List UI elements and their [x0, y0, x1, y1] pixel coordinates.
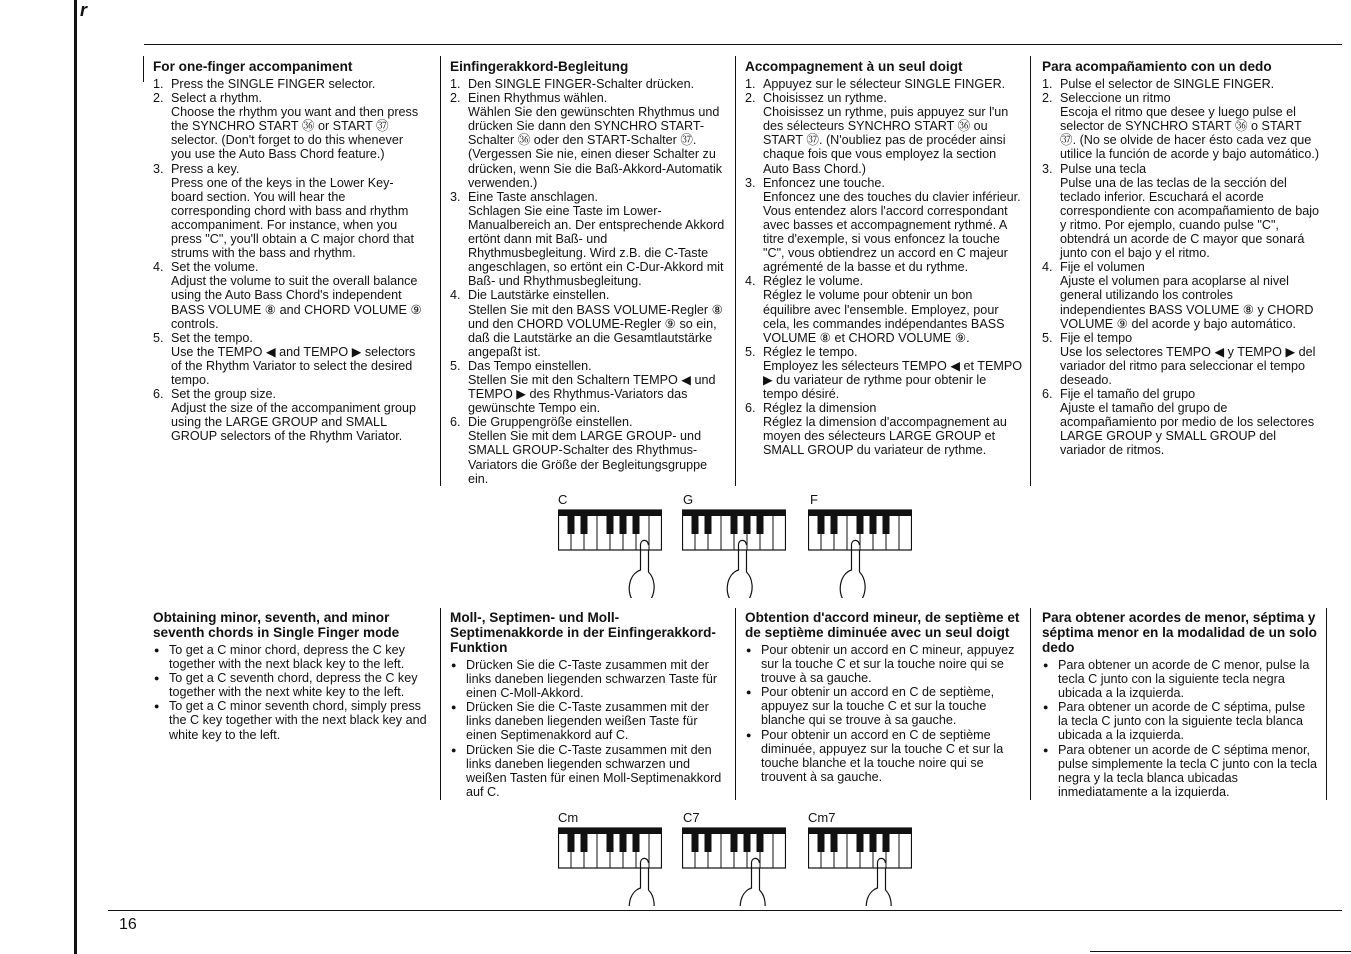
step-item: [153, 77, 423, 91]
step-item: [745, 345, 1023, 401]
page-number: 16: [119, 916, 137, 933]
black-key: [705, 510, 712, 534]
step-number: 1.: [1042, 77, 1053, 91]
keyboard-diagram-c7: [682, 826, 786, 906]
step-number: 1.: [450, 77, 461, 91]
step-item: [450, 91, 728, 190]
step-heading: Pulse una tecla: [1060, 161, 1147, 176]
step-number: 6.: [153, 387, 164, 402]
black-key: [731, 828, 738, 852]
section-minor-seventh-fr: [745, 610, 1021, 784]
step-heading: Seleccione un ritmo: [1060, 91, 1171, 106]
step-number: 6.: [745, 401, 756, 416]
black-key: [744, 510, 751, 534]
black-key: [731, 510, 738, 534]
step-item: [450, 359, 728, 415]
keyboard-diagram-c: [558, 508, 662, 598]
col-divider-3: [735, 56, 736, 486]
top-rule: [144, 44, 1342, 45]
col-divider-5: [440, 608, 441, 800]
step-number: 3.: [153, 161, 164, 176]
black-key: [883, 828, 890, 852]
section-minor-seventh-es: [1042, 610, 1318, 799]
step-body: Escoja el ritmo que desee y luego pulse el selector de SYNCHRO START ㊱ o START ㊲. (No se olvide de hacer ésto cada vez que utilice la función de acorde y bajo automático.): [1060, 105, 1320, 162]
section-minor-seventh-en: [153, 610, 431, 742]
col-divider-1: [143, 56, 144, 82]
keyboard-label-c7: C7: [683, 810, 700, 825]
keyboard-diagram-cm: [558, 826, 662, 906]
step-item: [153, 162, 423, 261]
black-key: [857, 510, 864, 534]
step-item: [745, 77, 1023, 91]
step-item: [1042, 387, 1320, 457]
step-heading: Choisissez un rythme.: [763, 91, 887, 106]
left-binding-rule: [74, 0, 77, 954]
step-number: 5.: [450, 358, 461, 373]
step-item: [1042, 260, 1320, 330]
black-key: [757, 828, 764, 852]
step-heading: Pulse el selector de SINGLE FINGER.: [1060, 77, 1275, 91]
step-heading: Set the tempo.: [171, 330, 253, 345]
bullet-item: ● To get a C minor chord, depress the C key together with the next black key to the left.: [153, 643, 431, 671]
step-heading: Fije el tempo: [1060, 330, 1133, 345]
section-one-finger-de: [450, 59, 728, 486]
keyboard-diagram-g: [682, 508, 786, 598]
keyboard-label-cm: Cm: [558, 810, 579, 825]
step-body: Adjust the size of the accompaniment group using the LARGE GROUP and SMALL GROUP selectors of the Rhythm Variator.: [171, 401, 417, 444]
section-one-finger-en: [153, 59, 423, 443]
step-item: [1042, 91, 1320, 161]
step-number: 2.: [1042, 91, 1053, 106]
step-body: Ajuste el tamaño del grupo de acompañamiento por medio de los selectores LARGE GROUP y SMALL GROUP del variador de ritmos.: [1060, 401, 1315, 458]
corner-mark: r: [80, 0, 88, 20]
hand-drawing: [840, 544, 865, 598]
step-item: [1042, 77, 1320, 91]
step-number: 4.: [153, 260, 164, 275]
bullet-item: ● Pour obtenir un accord en C de septième, appuyez sur la touche C et sur la touche blanche qui se trouve à sa gauche.: [745, 685, 1021, 727]
black-key: [818, 828, 825, 852]
step-number: 2.: [450, 91, 461, 106]
bullet-item: ● Drücken Sie die C-Taste zusammen mit der links daneben liegenden weißen Taste für einen Septimenakkord auf C.: [450, 700, 726, 742]
bullet-list: [1042, 658, 1318, 799]
step-number: 4.: [1042, 260, 1053, 275]
keyboard-label-c: C: [558, 492, 568, 507]
step-body: Stellen Sie mit dem LARGE GROUP- und SMALL GROUP-Schalter des Rhythmus-Variators die Größe der Begleitungsgruppe ein.: [468, 429, 708, 486]
section-title: Para acompañamiento con un dedo: [1042, 59, 1272, 74]
step-heading: Réglez la dimension: [763, 401, 877, 416]
step-item: [450, 77, 728, 91]
keyboard-label-g: G: [683, 492, 694, 507]
step-item: [745, 91, 1023, 176]
step-heading: Press the SINGLE FINGER selector.: [171, 77, 376, 91]
keyboard-label-f: F: [810, 492, 818, 507]
keyboard-label-cm7: Cm7: [808, 810, 836, 825]
black-key: [607, 510, 614, 534]
section-one-finger-es: [1042, 59, 1320, 458]
step-number: 3.: [450, 189, 461, 204]
step-heading: Fije el volumen: [1060, 260, 1145, 275]
black-key: [870, 510, 877, 534]
step-heading: Eine Taste anschlagen.: [468, 189, 598, 204]
black-key: [568, 510, 575, 534]
step-body: Pulse una de las teclas de la sección del teclado inferior. Escuchará el acorde correspondiente con acompañamiento de bajo y ritmo. Por ejemplo, cuando pulse "C", obtendrá un acorde de C mayor que sonará junto con el bajo y el ritmo.: [1060, 175, 1320, 261]
step-item: [450, 415, 728, 485]
black-key: [857, 828, 864, 852]
bullet-item: ● Pour obtenir un accord en C de septième diminuée, appuyez sur la touche C et sur la touche blanche et la touche noire qui se trouvent à sa gauche.: [745, 728, 1021, 784]
step-body: Schlagen Sie eine Taste im Lower-Manualbereich an. Der entsprechende Akkord ertönt dann mit Baß- und Rhythmusbegleitung. Wird z.B. die C-Taste angeschlagen, so ertönt ein C-Dur-Akkord mit Baß- und Rhythmusbegleitung.: [468, 203, 725, 289]
section-one-finger-fr: [745, 59, 1023, 458]
keyboard-diagram-f: [808, 508, 912, 598]
step-heading: Den SINGLE FINGER-Schalter drücken.: [468, 77, 695, 91]
step-number: 1.: [745, 77, 756, 91]
bullet-list: [745, 643, 1021, 784]
bottom-rule: [108, 910, 1342, 911]
bullet-item: ● To get a C minor seventh chord, simply press the C key together with the next black key and white key to the left.: [153, 699, 431, 741]
hand-drawing: [629, 544, 654, 598]
black-key: [620, 828, 627, 852]
step-body: Enfoncez une des touches du clavier inférieur. Vous entendez alors l'accord correspondant avec basses et accompagnement rythmé. A titre d'exemple, si vous enfoncez la touche "C", vous obtiendrez un accord en C majeur agrémenté de la basse et du rythme.: [763, 189, 1021, 275]
step-number: 6.: [1042, 387, 1053, 402]
step-body: Ajuste el volumen para acoplarse al nivel general utilizando los controles independientes BASS VOLUME ⑧ y CHORD VOLUME ⑨ del acorde y bajo automático.: [1060, 274, 1314, 331]
bullet-list: [450, 658, 726, 799]
step-heading: Press a key.: [171, 161, 240, 176]
col-divider-4: [1030, 56, 1031, 486]
step-body: Use los selectores TEMPO ◀ y TEMPO ▶ del variador del ritmo para seleccionar el tempo deseado.: [1060, 344, 1316, 387]
step-body: Adjust the volume to suit the overall balance using the Auto Bass Chord's independent BASS VOLUME ⑧ and CHORD VOLUME ⑨ controls.: [171, 274, 422, 331]
step-body: Stellen Sie mit den BASS VOLUME-Regler ⑧ und den CHORD VOLUME-Regler ⑨ so ein, daß die Lautstärke an die Gesamtlautstärke angepaßt ist.: [468, 302, 723, 359]
section-title: Para obtener acordes de menor, séptima y séptima menor en la modalidad de un solo dedo: [1042, 610, 1317, 655]
step-number: 2.: [745, 91, 756, 106]
col-divider-6: [735, 608, 736, 800]
black-key: [568, 828, 575, 852]
black-key: [692, 828, 699, 852]
step-body: Réglez le volume pour obtenir un bon équilibre avec l'ensemble. Employez, pour cela, les commandes indépendantes BASS VOLUME ⑧ et CHORD VOLUME ⑨.: [763, 288, 1005, 345]
bullet-item: ● Drücken Sie die C-Taste zusammen mit den links daneben liegenden schwarzen und weißen Tasten für einen Moll-Septimenakkord auf C.: [450, 743, 726, 799]
bullet-item: ● To get a C seventh chord, depress the C key together with the next white key to the left.: [153, 671, 431, 699]
step-body: Use the TEMPO ◀ and TEMPO ▶ selectors of the Rhythm Variator to select the desired tempo.: [171, 344, 416, 387]
black-key: [692, 510, 699, 534]
step-number: 5.: [153, 330, 164, 345]
col-divider-8: [1326, 608, 1327, 800]
steps-list: [1042, 77, 1320, 458]
bullet-item: ● Drücken Sie die C-Taste zusammen mit der links daneben liegenden schwarzen Taste für einen C-Moll-Akkord.: [450, 658, 726, 700]
bullet-item: ● Pour obtenir un accord en C mineur, appuyez sur la touche C et sur la touche noire qui se trouve à sa gauche.: [745, 643, 1021, 685]
step-item: [1042, 331, 1320, 387]
step-item: [153, 260, 423, 330]
step-number: 4.: [745, 274, 756, 289]
step-heading: Select a rhythm.: [171, 91, 262, 106]
bullet-item: ● Para obtener un acorde de C séptima, pulse la tecla C junto con la siguiente tecla blanca ubicada a la izquierda.: [1042, 700, 1318, 742]
step-body: Choose the rhythm you want and then press the SYNCHRO START ㊱ or START ㊲ selector. (Don't forget to do this whenever you use the Auto Bass Chord feature.): [171, 105, 419, 162]
section-title: Accompagnement à un seul doigt: [745, 59, 963, 74]
black-key: [744, 828, 751, 852]
step-body: Press one of the keys in the Lower Key-board section. You will hear the corresponding chord with bass and rhythm accompaniment. For instance, when you press "C", you'll obtain a C major chord that strums with the bass and rhythm.: [171, 175, 415, 261]
black-key: [757, 510, 764, 534]
step-heading: Set the group size.: [171, 387, 277, 402]
step-heading: Das Tempo einstellen.: [468, 358, 592, 373]
col-divider-2: [440, 56, 441, 486]
step-number: 1.: [153, 77, 164, 91]
steps-list: [153, 77, 423, 443]
step-heading: Réglez le volume.: [763, 274, 864, 289]
black-key: [633, 828, 640, 852]
black-key: [831, 828, 838, 852]
step-item: [450, 190, 728, 289]
step-item: [153, 91, 423, 161]
hand-drawing: [727, 544, 752, 598]
section-title: Moll-, Septimen- und Moll-Septimenakkorde in der Einfingerakkord-Funktion: [450, 610, 716, 655]
bullet-item: ● Para obtener un acorde de C menor, pulse la tecla C junto con la siguiente tecla negra ubicada a la izquierda.: [1042, 658, 1318, 700]
step-heading: Die Gruppengröße einstellen.: [468, 415, 633, 430]
bottom-edge-rule: [1090, 951, 1351, 952]
section-minor-seventh-de: [450, 610, 726, 799]
step-body: Réglez la dimension d'accompagnement au moyen des sélecteurs LARGE GROUP et SMALL GROUP du variateur de rythme.: [763, 415, 1007, 458]
step-heading: Die Lautstärke einstellen.: [468, 288, 610, 303]
black-key: [607, 828, 614, 852]
step-heading: Set the volume.: [171, 260, 259, 275]
step-heading: Réglez le tempo.: [763, 344, 858, 359]
section-title: Einfingerakkord-Begleitung: [450, 59, 629, 74]
step-item: [745, 274, 1023, 344]
step-item: [153, 331, 423, 387]
step-number: 3.: [1042, 161, 1053, 176]
step-body: Choisissez un rythme, puis appuyez sur l'un des sélecteurs SYNCHRO START ㊱ ou START ㊲. (N'oubliez pas de procéder ainsi chaque fois que vous employez la section Auto Bass Chord.): [763, 105, 1009, 176]
step-item: [153, 387, 423, 443]
step-number: 2.: [153, 91, 164, 106]
steps-list: [745, 77, 1023, 458]
step-item: [745, 176, 1023, 275]
step-item: [450, 288, 728, 358]
steps-list: [450, 77, 728, 486]
step-heading: Einen Rhythmus wählen.: [468, 91, 608, 106]
step-body: Employez les sélecteurs TEMPO ◀ et TEMPO ▶ du variateur de rythme pour obtenir le tempo désiré.: [763, 358, 1023, 402]
black-key: [870, 828, 877, 852]
black-key: [620, 510, 627, 534]
black-key: [633, 510, 640, 534]
black-key: [883, 510, 890, 534]
step-heading: Enfoncez une touche.: [763, 175, 885, 190]
step-number: 5.: [745, 344, 756, 359]
step-body: Wählen Sie den gewünschten Rhythmus und drücken Sie dann den SYNCHRO START-Schalter ㊱ oder den START-Schalter ㊲. (Vergessen Sie nie, einen dieser Schalter zu drücken, wenn Sie die Baß-Akkord-Automatik verwenden.): [468, 105, 723, 190]
step-number: 3.: [745, 175, 756, 190]
keyboard-diagram-cm7: [808, 826, 912, 906]
section-title: Obtaining minor, seventh, and minor seventh chords in Single Finger mode: [153, 610, 400, 640]
step-heading: Fije el tamaño del grupo: [1060, 387, 1196, 402]
section-title: Obtention d'accord mineur, de septième et de septième diminuée avec un seul doigt: [745, 610, 1020, 640]
step-number: 5.: [1042, 330, 1053, 345]
black-key: [705, 828, 712, 852]
black-key: [581, 828, 588, 852]
black-key: [581, 510, 588, 534]
step-number: 4.: [450, 288, 461, 303]
bullet-list: [153, 643, 431, 742]
black-key: [818, 510, 825, 534]
step-item: [745, 401, 1023, 457]
step-body: Stellen Sie mit den Schaltern TEMPO ◀ und TEMPO ▶ des Rhythmus-Variators das gewünschte Tempo ein.: [468, 372, 716, 416]
step-number: 6.: [450, 415, 461, 430]
section-title: For one-finger accompaniment: [153, 59, 353, 74]
bullet-item: ● Para obtener un acorde de C séptima menor, pulse simplemente la tecla C junto con la tecla negra y la tecla blanca ubicadas inmediatamente a la izquierda.: [1042, 743, 1318, 799]
col-divider-7: [1030, 608, 1031, 800]
step-heading: Appuyez sur le sélecteur SINGLE FINGER.: [763, 77, 1006, 91]
black-key: [831, 510, 838, 534]
step-item: [1042, 162, 1320, 261]
